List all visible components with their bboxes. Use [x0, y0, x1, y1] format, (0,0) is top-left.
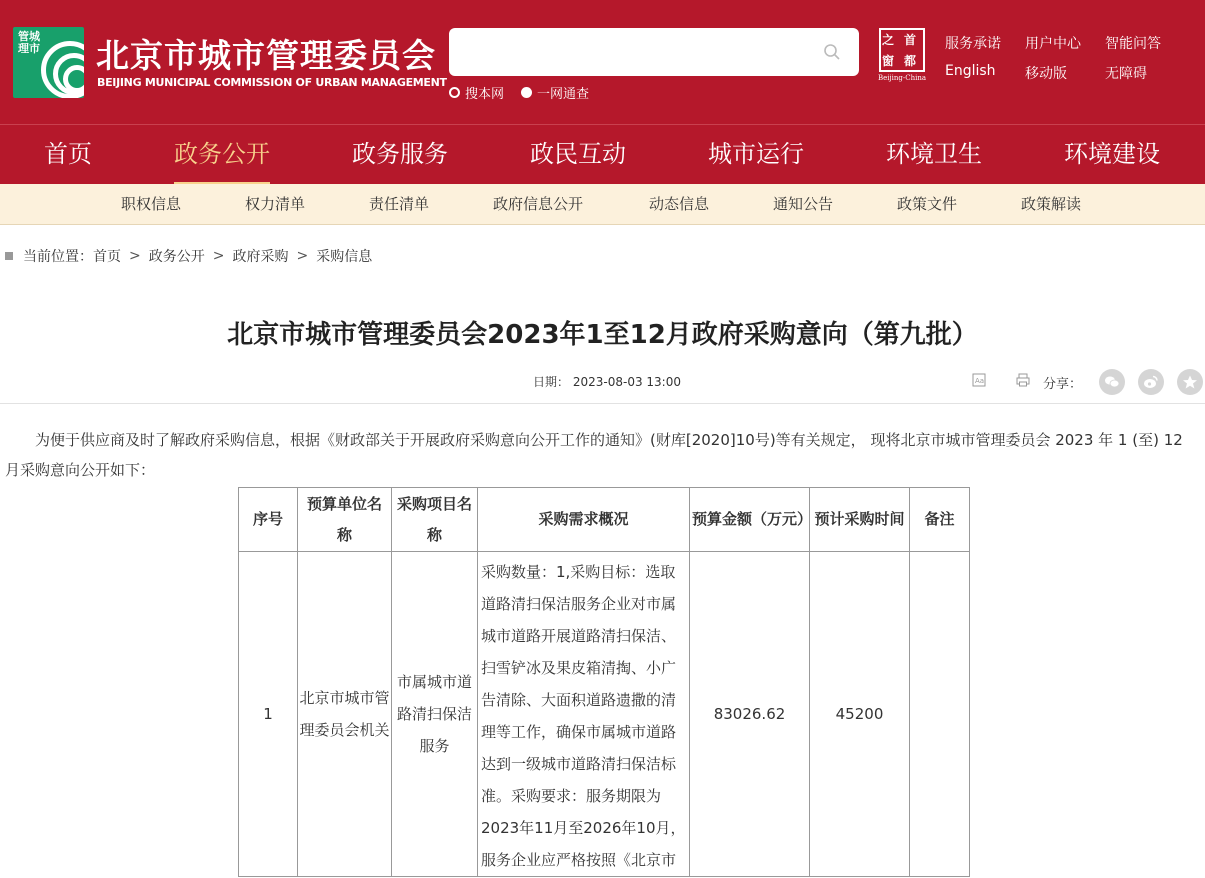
site-name-cn: 北京市城市管理委员会 — [96, 36, 436, 75]
wechat-icon — [1104, 374, 1120, 390]
weibo-icon — [1143, 374, 1159, 390]
cell-unit: 北京市城市管理委员会机关 — [298, 552, 392, 877]
article-title: 北京市城市管理委员会2023年1至12月政府采购意向（第九批） — [227, 320, 978, 350]
breadcrumb-procurement[interactable]: 政府采购 — [232, 249, 289, 265]
main-nav-city-operation[interactable]: 城市运行 — [708, 140, 804, 168]
square-bullet-icon — [5, 252, 13, 260]
top-link-mobile[interactable]: 移动版 — [1025, 66, 1067, 82]
search-input[interactable] — [461, 36, 811, 68]
sub-nav-item[interactable]: 权力清单 — [245, 195, 306, 213]
share-weibo-button[interactable] — [1138, 369, 1164, 395]
col-header-time: 预计采购时间 — [810, 488, 910, 552]
cell-note — [910, 552, 970, 877]
cell-time: 45200 — [810, 552, 910, 877]
col-header-no: 序号 — [239, 488, 298, 552]
breadcrumb-separator: > — [129, 248, 141, 264]
star-icon — [1182, 374, 1198, 390]
search-scope-label: 搜本网 — [465, 87, 505, 102]
breadcrumb-procurement-info[interactable]: 采购信息 — [316, 249, 373, 265]
main-nav-interaction[interactable]: 政民互动 — [530, 140, 626, 168]
sub-nav-item[interactable]: 责任清单 — [369, 195, 430, 213]
breadcrumb-gov-affairs[interactable]: 政务公开 — [148, 249, 205, 265]
divider — [0, 403, 1205, 404]
top-link-service-promise[interactable]: 服务承诺 — [945, 36, 1001, 52]
cell-no: 1 — [239, 552, 298, 877]
breadcrumb — [5, 246, 372, 266]
main-nav — [0, 124, 1205, 184]
capital-logo-char: 首 — [904, 33, 917, 47]
capital-logo-char: 窗 — [882, 54, 895, 68]
procurement-table — [238, 487, 970, 877]
share-favorite-button[interactable] — [1177, 369, 1203, 395]
sub-nav-item[interactable]: 政府信息公开 — [493, 195, 584, 213]
radio-unselected-icon — [449, 87, 460, 98]
print-icon[interactable] — [1016, 373, 1030, 387]
table-header-row — [239, 488, 970, 552]
top-link-user-center[interactable]: 用户中心 — [1025, 36, 1081, 52]
sub-nav-item[interactable]: 通知公告 — [773, 195, 834, 213]
share-wechat-button[interactable] — [1099, 369, 1125, 395]
site-logo[interactable] — [13, 27, 84, 98]
cell-project: 市属城市道路清扫保洁服务 — [392, 552, 478, 877]
top-link-smart-qa[interactable]: 智能问答 — [1105, 36, 1161, 52]
col-header-amount: 预算金额（万元） — [690, 488, 810, 552]
col-header-note: 备注 — [910, 488, 970, 552]
capital-window-logo[interactable] — [876, 28, 928, 84]
date-value: 2023-08-03 13:00 — [572, 375, 681, 389]
top-link-accessibility[interactable]: 无障碍 — [1105, 66, 1147, 82]
table-row — [239, 552, 970, 877]
sub-nav-item[interactable]: 动态信息 — [649, 195, 710, 213]
sub-nav — [0, 184, 1205, 225]
sub-nav-item[interactable]: 职权信息 — [121, 195, 182, 213]
share-label: 分享： — [1043, 377, 1083, 392]
search-box — [449, 28, 859, 76]
sub-nav-item[interactable]: 政策文件 — [897, 195, 958, 213]
col-header-desc: 采购需求概况 — [478, 488, 690, 552]
search-scope-site[interactable] — [449, 83, 504, 102]
main-nav-sanitation[interactable]: 环境卫生 — [886, 140, 982, 168]
sub-nav-item[interactable]: 政策解读 — [1021, 195, 1082, 213]
cell-amount: 83026.62 — [690, 552, 810, 877]
cell-desc: 采购数量：1,采购目标：选取道路清扫保洁服务企业对市属城市道路开展道路清扫保洁、扫雪铲冰及果皮箱清掏、小广告清除、大面积道路遗撒的清理等工作，确保市属城市道路达到一级城市道路清扫保洁标准。采购要求：服务期限为2023年11月至2026年10月，服务企业应严格按照《北京市 — [478, 552, 690, 877]
breadcrumb-home[interactable]: 首页 — [93, 249, 121, 265]
main-nav-construction[interactable]: 环境建设 — [1064, 140, 1160, 168]
search-scope-all[interactable] — [521, 83, 589, 102]
breadcrumb-label: 当前位置： — [23, 249, 93, 265]
article-intro: 为便于供应商及时了解政府采购信息，根据《财政部关于开展政府采购意向公开工作的通知》(财库[2020]10号)等有关规定， 现将北京市城市管理委员会 2023 年 1 (至) 12 月采购意向公开如下： — [5, 431, 1183, 479]
main-nav-gov-affairs[interactable]: 政务公开 — [174, 125, 270, 185]
site-name-en: BEIJING MUNICIPAL COMMISSION OF URBAN MANAGEMENT — [97, 76, 447, 89]
col-header-project: 采购项目名称 — [392, 488, 478, 552]
capital-logo-caption: Beijing-China — [877, 74, 927, 82]
radio-selected-icon — [521, 87, 532, 98]
breadcrumb-separator: > — [212, 248, 225, 264]
col-header-unit: 预算单位名称 — [298, 488, 392, 552]
capital-logo-char: 之 — [882, 33, 895, 47]
search-icon[interactable] — [823, 43, 841, 61]
breadcrumb-separator: > — [296, 248, 309, 264]
main-nav-gov-services[interactable]: 政务服务 — [352, 140, 448, 168]
site-header — [0, 0, 1205, 124]
top-link-english[interactable]: English — [945, 63, 996, 79]
logo-text: 管城理市 — [18, 30, 40, 55]
search-scope-label: 一网通查 — [537, 87, 590, 102]
main-nav-home[interactable]: 首页 — [44, 140, 92, 168]
article-date — [533, 373, 681, 390]
font-size-icon[interactable] — [972, 373, 986, 387]
svg-text:Aa: Aa — [975, 377, 985, 385]
date-label: 日期： — [533, 375, 570, 389]
capital-logo-char: 都 — [904, 54, 917, 68]
